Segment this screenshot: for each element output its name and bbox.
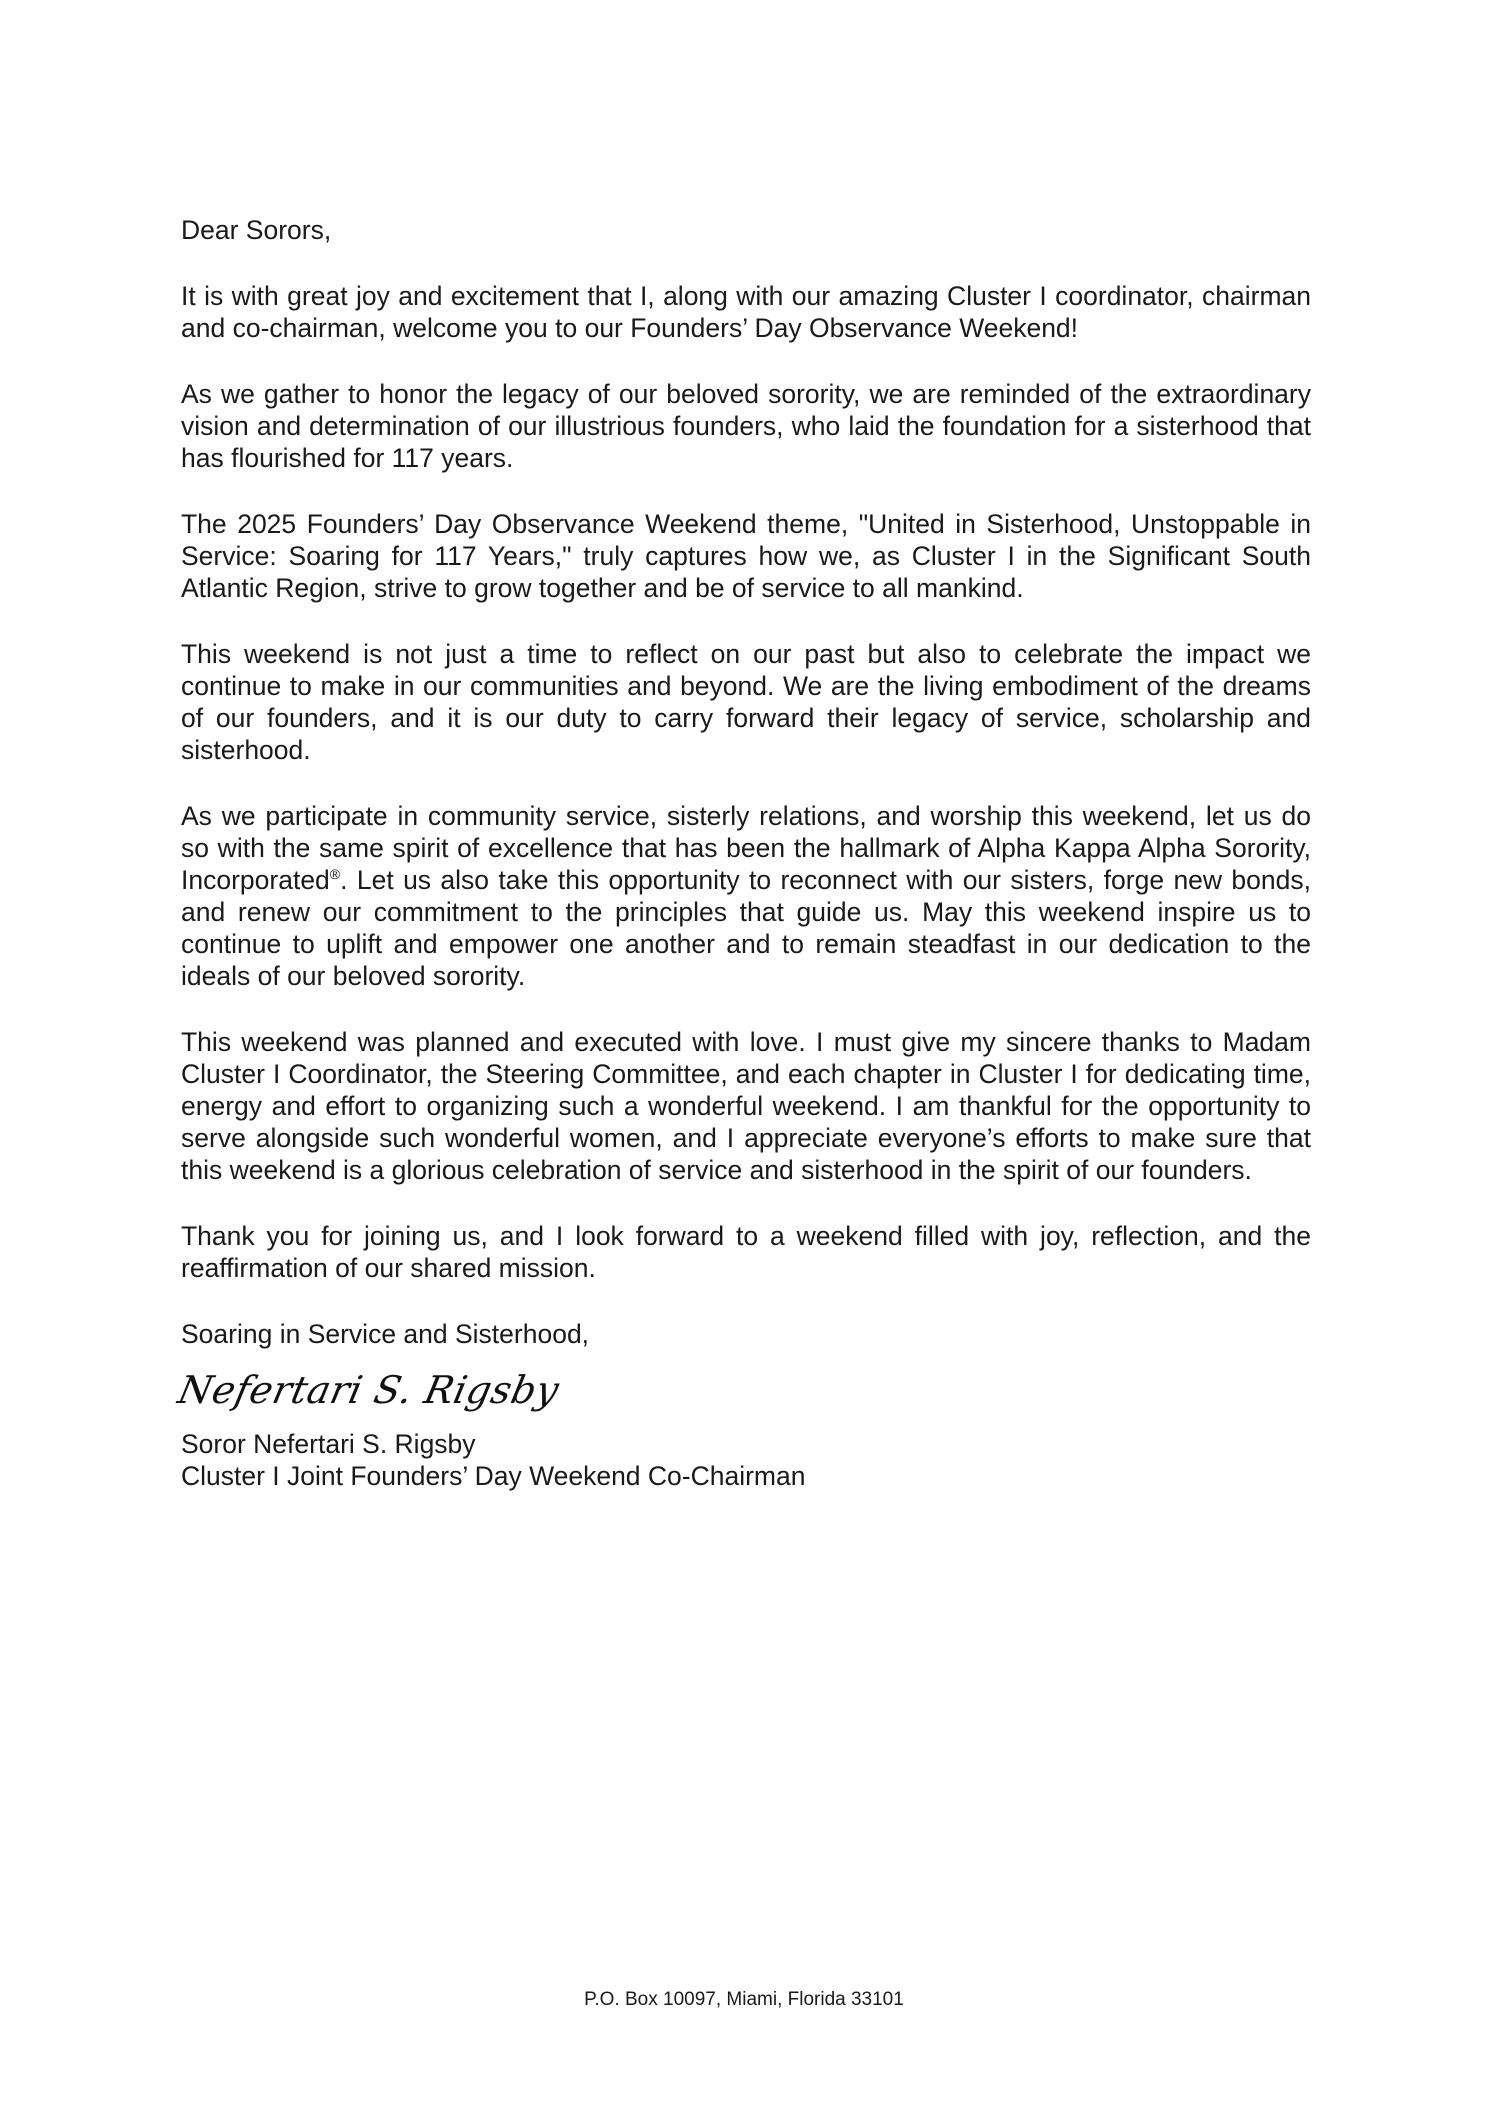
paragraph-participation (181, 800, 1311, 992)
paragraph-legacy: As we gather to honor the legacy of our beloved sorority, we are reminded of the extraordinary vision and determination of our illustrious founders, who laid the foundation for a sisterhood that has flourished for 117 years. (181, 379, 1311, 473)
signer-name: Soror Nefertari S. Rigsby (181, 1429, 476, 1459)
paragraph-thanks: This weekend was planned and executed with love. I must give my sincere thanks to Madam Cluster I Coordinator, the Steering Committee, and each chapter in Cluster I for dedicating time, energy and effort to organizing such a wonderful weekend. I am thankful for the opportunity to serve alongside such wonderful women, and I appreciate everyone’s efforts to make sure that this weekend is a glorious celebration of service and sisterhood in the spirit of our founders. (181, 1027, 1311, 1185)
signature-block (174, 1360, 1311, 1420)
paragraph-welcome: It is with great joy and excitement that I, along with our amazing Cluster I coordinator, chairman and co-chairman, welcome you to our Founders’ Day Observance Weekend! (181, 281, 1311, 343)
paragraph-closing-thanks: Thank you for joining us, and I look forward to a weekend filled with joy, reflection, and the reaffirmation of our shared mission. (181, 1221, 1311, 1283)
handwritten-signature: Nefertari S. Rigsby (174, 1368, 564, 1412)
letter-body (174, 214, 1311, 1492)
paragraph-reflection: This weekend is not just a time to reflect on our past but also to celebrate the impact we continue to make in our communities and beyond. We are the living embodiment of the dreams of our founders, and it is our duty to carry forward their legacy of service, scholarship and sisterhood. (181, 639, 1311, 765)
closing: Soaring in Service and Sisterhood, (181, 1319, 590, 1349)
salutation: Dear Sorors, (181, 215, 332, 245)
paragraph-theme: The 2025 Founders’ Day Observance Weekend theme, "United in Sisterhood, Unstoppable in Service: Soaring for 117 Years," truly captures how we, as Cluster I in the Significant South Atlantic Region, strive to grow together and be of service to all mankind. (181, 509, 1311, 603)
registered-mark: ® (329, 866, 341, 883)
paragraph-participation-text-cont: . Let us also take this opportunity to reconnect with our sisters, forge new bonds, and renew our commitment to the principles that guide us. May this weekend inspire us to continue to uplift and empower one another and to remain steadfast in our dedication to the ideals of our beloved sorority. (181, 865, 1311, 991)
footer-address: P.O. Box 10097, Miami, Florida 33101 (584, 1989, 904, 2010)
paragraph-participation-text: As we participate in community service, sisterly relations, and worship this weekend, let us do so with the same spirit of excellence that has been the hallmark of Alpha Kappa Alpha Sorority, Incorporated (181, 801, 1311, 895)
signer-title: Cluster I Joint Founders’ Day Weekend Co-Chairman (181, 1461, 806, 1491)
